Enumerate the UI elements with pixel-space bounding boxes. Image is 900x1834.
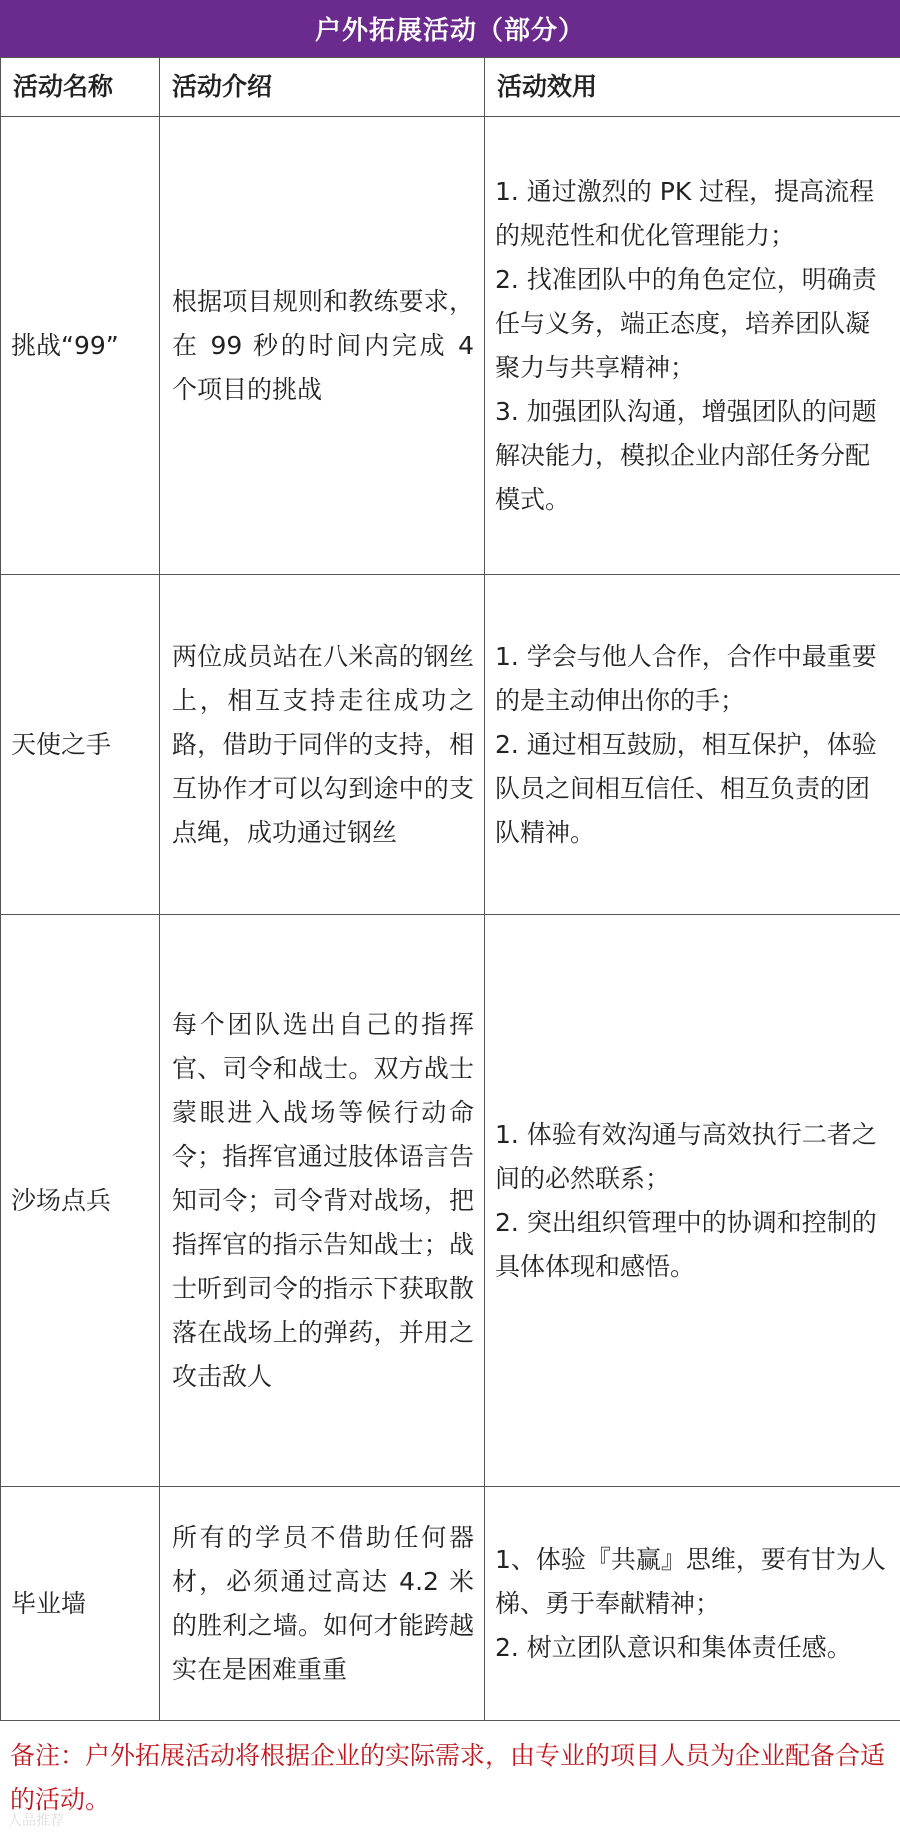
activity-effects: [485, 915, 900, 1487]
activity-name: 毕业墙: [1, 1487, 160, 1721]
column-header-intro: 活动介绍: [160, 58, 485, 117]
remark-note: 备注：户外拓展活动将根据企业的实际需求，由专业的项目人员为企业配备合适的活动。: [10, 1741, 886, 1814]
effect-item: 2. 通过相互鼓励，相互保护，体验队员之间相互信任、相互负责的团队精神。: [495, 729, 877, 847]
effect-item: 2. 树立团队意识和集体责任感。: [495, 1632, 852, 1662]
activity-name: 挑战“99”: [1, 117, 160, 575]
activity-name: 天使之手: [1, 575, 160, 915]
effect-item: 1. 通过激烈的 PK 过程，提高流程的规范性和优化管理能力；: [495, 176, 875, 250]
table-row: [1, 575, 900, 915]
activity-intro: 两位成员站在八米高的钢丝上，相互支持走往成功之路，借助于同伴的支持，相互协作才可以勾到途中的支点绳，成功通过钢丝: [160, 575, 485, 915]
activity-intro: 根据项目规则和教练要求，在 99 秒的时间内完成 4 个项目的挑战: [160, 117, 485, 575]
activities-table: [0, 57, 900, 1721]
column-header-name: 活动名称: [1, 58, 160, 117]
effect-item: 1、体验『共赢』思维，要有甘为人梯、勇于奉献精神；: [495, 1544, 886, 1618]
activity-intro: 所有的学员不借助任何器材，必须通过高达 4.2 米的胜利之墙。如何才能跨越实在是困难重重: [160, 1487, 485, 1721]
table-row: [1, 915, 900, 1487]
watermark-logo: 人品推荐: [8, 1813, 64, 1829]
activity-name: 沙场点兵: [1, 915, 160, 1487]
table-row: [1, 1487, 900, 1721]
effect-item: 1. 学会与他人合作，合作中最重要的是主动伸出你的手；: [495, 641, 877, 715]
activity-intro: 每个团队选出自己的指挥官、司令和战士。双方战士蒙眼进入战场等候行动命令；指挥官通过肢体语言告知司令；司令背对战场，把指挥官的指示告知战士；战士听到司令的指示下获取散落在战场上的弹药，并用之攻击敌人: [160, 915, 485, 1487]
table-row: [1, 117, 900, 575]
effect-item: 1. 体验有效沟通与高效执行二者之间的必然联系；: [495, 1119, 877, 1193]
effect-item: 2. 突出组织管理中的协调和控制的具体体现和感悟。: [495, 1207, 877, 1281]
header-row: [1, 58, 900, 117]
activity-effects: [485, 117, 900, 575]
table-title: 户外拓展活动（部分）: [0, 0, 900, 57]
column-header-effect: 活动效用: [485, 58, 900, 117]
activity-effects: [485, 1487, 900, 1721]
effect-item: 2. 找准团队中的角色定位，明确责任与义务，端正态度，培养团队凝聚力与共享精神；: [495, 264, 877, 382]
effect-item: 3. 加强团队沟通，增强团队的问题解决能力，模拟企业内部任务分配模式。: [495, 396, 877, 514]
activity-effects: [485, 575, 900, 915]
